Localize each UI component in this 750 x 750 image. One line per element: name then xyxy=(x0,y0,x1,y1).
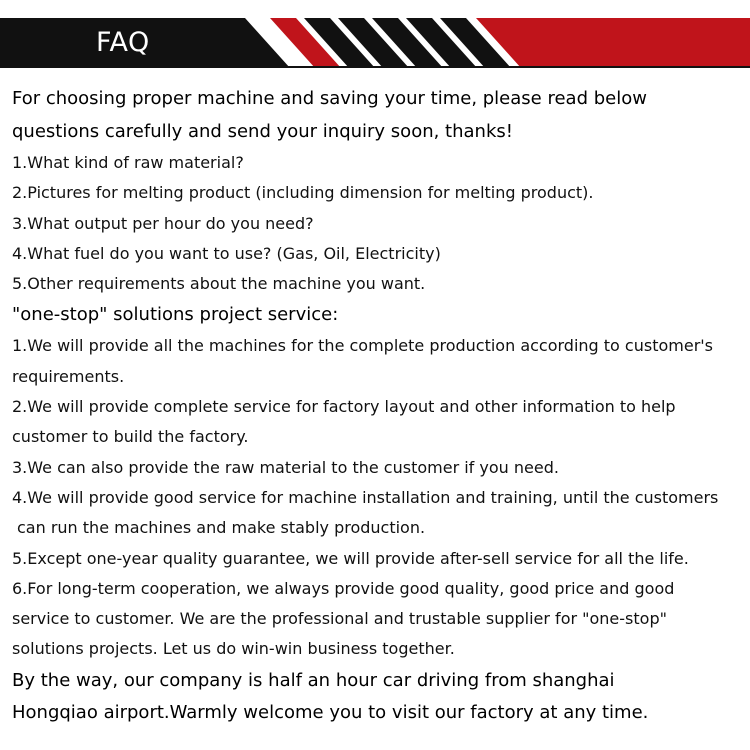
service-line: requirements. xyxy=(12,366,125,386)
service-line: 4.We will provide good service for machine installation and training, until the customers xyxy=(12,487,719,507)
question-item: 2.Pictures for melting product (including dimension for melting product). xyxy=(12,183,594,203)
service-line: 2.We will provide complete service for factory layout and other information to help xyxy=(12,397,676,417)
intro-line: questions carefully and send your inquiry soon, thanks! xyxy=(12,120,513,142)
question-item: 5.Other requirements about the machine you want. xyxy=(12,274,426,294)
service-line: 1.We will provide all the machines for the complete production according to customer's xyxy=(12,336,714,356)
question-item: 4.What fuel do you want to use? (Gas, Oil, Electricity) xyxy=(12,243,441,263)
faq-content xyxy=(12,83,740,730)
service-line: 3.We can also provide the raw material to the customer if you need. xyxy=(12,457,559,477)
service-line: solutions projects. Let us do win-win business together. xyxy=(12,639,455,659)
intro-line: For choosing proper machine and saving your time, please read below xyxy=(12,88,647,109)
faq-banner xyxy=(0,18,750,68)
service-heading: "one-stop" solutions project service: xyxy=(12,304,339,326)
service-line: 5.Except one-year quality guarantee, we will provide after-sell service for all the life. xyxy=(12,548,689,568)
question-item: 1.What kind of raw material? xyxy=(12,153,244,172)
service-line: customer to build the factory. xyxy=(12,427,249,447)
question-item: 3.What output per hour do you need? xyxy=(12,213,314,233)
service-line: 6.For long-term cooperation, we always provide good quality, good price and good xyxy=(12,578,675,598)
closing-line: Hongqiao airport.Warmly welcome you to visit our factory at any time. xyxy=(12,702,649,724)
service-line: can run the machines and make stably production. xyxy=(17,518,426,538)
banner-title: FAQ xyxy=(96,27,150,58)
closing-line: By the way, our company is half an hour car driving from shanghai xyxy=(12,669,615,691)
service-line: service to customer. We are the professional and trustable supplier for "one-stop" xyxy=(12,609,667,629)
